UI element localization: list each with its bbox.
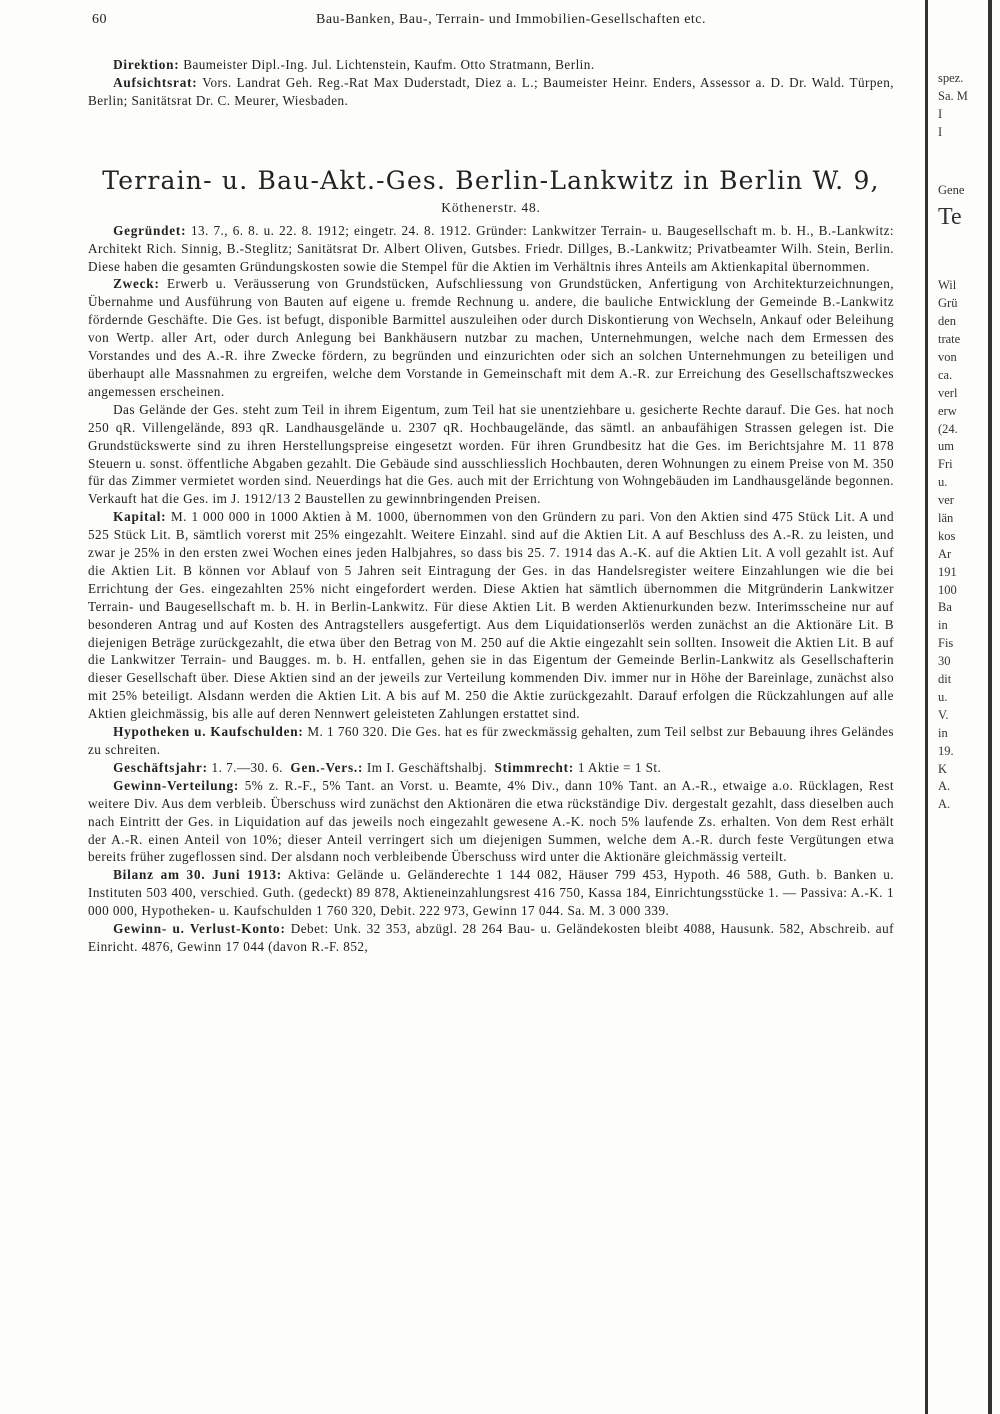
adjacent-page-fragment: 100 — [938, 582, 957, 597]
page-number: 60 — [92, 12, 107, 27]
zweck-text: Erwerb u. Veräusserung von Grundstücken, Aufschliessung von Grundstücken, Anfertigung von Architekturzeichnungen, Übernahme und Ausführung von Bauten auf eigene u. fremde Rechnung u. andere, die bauliche Entwicklung der Gemeinde B.-Lankwitz fördernde Geschäfte. Die Ges. ist befugt, disponible Barmittel auszuleihen oder durch Diskontierung von Wechseln, Ankauf oder Beleihung von Wertp. aller Art, oder durch Anlegung bei Bankhäusern nutzbar zu machen, Unternehmungen, welche nach dem Ermessen des Vorstandes und des A.-R. ihre Zwecke fördern, zu begründen und einzurichten oder sich an solchen Unternehmungen zu beteiligen und überhaupt alle Massnahmen zu ergreifen, welche dem Vorstande in Gemeinschaft mit dem A.-R. zur Erreichung des Gesellschaftszweckes angemessen erscheinen. — [88, 276, 895, 399]
adjacent-page-fragment: K — [938, 761, 948, 776]
adjacent-page-fragment: V. — [938, 707, 949, 722]
geschaeftsjahr-label: Geschäftsjahr: — [113, 759, 208, 775]
adjacent-page-fragment: erw — [938, 403, 957, 418]
adjacent-page-fragment: 191 — [938, 564, 957, 579]
adjacent-page-fragment: kos — [938, 528, 956, 543]
adjacent-page-fragment: Fri — [938, 457, 953, 472]
aufsichtsrat-label: Aufsichtsrat: — [113, 74, 198, 90]
company-address: Köthenerstr. 48. — [441, 199, 541, 215]
company-title: Terrain- u. Bau-Akt.-Ges. Berlin-Lankwitz in Berlin W. 9, — [102, 165, 880, 195]
gelaende-text: Das Gelände der Ges. steht zum Teil in ihrem Eigentum, zum Teil hat sie unentziehbare u. gesicherte Rechte darauf. Die Ges. hat noch 250 qR. Villengelände, 893 qR. Landhausgelände u. 2307 qR. Hochbaugelände, das sämtl. an anbaufähigen Strassen gelegen ist. Die Grundstückswerte sind zu ihren Herstellungspreise eingesetzt worden. Für ihren Grundbesitz hat die Ges. im Berichtsjahre M. 11 878 Steuern u. sonst. öffentliche Abgaben gezahlt. Die Gebäude sind ausschliesslich Hochbauten, deren Wohnungen zu einem Preise von M. 350 für das Zimmer vermietet worden sind. Neuerdings hat die Ges. auch mit der Errichtung von Wohngebäuden im Landhausgelände begonnen. Verkauft hat die Ges. im J. 1912/13 2 Baustellen zu gewinnbringenden Preisen. — [88, 401, 894, 507]
gewinn-verteilung-label: Gewinn-Verteilung: — [113, 777, 240, 793]
adjacent-page-fragment: (24. — [938, 421, 958, 436]
direktion-label: Direktion: — [113, 57, 180, 72]
guv-text: Debet: Unk. 32 353, abzügl. 28 264 Bau- u. Geländekosten bleibt 4088, Hausunk. 582, Abschreib. auf Einricht. 4876, Gewinn 17 044 (davon R.-F. 852, — [88, 921, 894, 954]
adjacent-page-fragment: u. — [938, 475, 948, 490]
hypotheken-text: M. 1 760 320. Die Ges. hat es für zweckmässig gehalten, zum Teil selbst zur Bebauung ihres Geländes zu schreiten. — [88, 724, 895, 757]
direktion-text: Baumeister Dipl.-Ing. Jul. Lichtenstein, Kaufm. Otto Stratmann, Berlin. — [183, 57, 595, 72]
bilanz-label: Bilanz am 30. Juni 1913: — [113, 867, 282, 883]
adjacent-page-fragment: verl — [938, 385, 958, 400]
gen-vers-text: Im I. Geschäftshalbj. — [366, 759, 487, 775]
adjacent-page-fragment: dit — [938, 672, 952, 687]
gegruendet-label: Gegründet: — [113, 222, 187, 238]
stimmrecht-text: 1 Aktie = 1 St. — [577, 759, 662, 775]
adjacent-page-fragment: A. — [938, 779, 951, 794]
previous-entry — [88, 56, 894, 110]
adjacent-page-fragment: Gene — [938, 182, 965, 197]
adjacent-page-fragment: in — [938, 618, 948, 633]
adjacent-page-fragment: um — [938, 439, 954, 454]
adjacent-page-fragment: Wil — [938, 278, 957, 293]
adjacent-page-fragment: Fis — [938, 636, 954, 651]
hypotheken-label: Hypotheken u. Kaufschulden: — [113, 724, 304, 740]
gewinn-verteilung-text: 5% z. R.-F., 5% Tant. an Vorst. u. Beamte, 4% Div., dann 10% Tant. an A.-R., etwaige a.o. Rücklagen, Rest weitere Div. Aus dem verbleib. Überschuss wird zunächst den Aktionären die etwa rückständige Div. dergestalt gezahlt, dass dieselben auch nach Eintritt der Ges. in Liquidation auf das jeweils noch eingezahlt gewesene A.-K. noch 5% laufende Zs. erhalten. Von dem Rest erhält der A.-R. einen Anteil von 10%; dieser Anteil verringert sich um diejenigen Summen, welche dem A.-R. durch feste Vergütungen etwa bereits früher zugeflossen sind. Der alsdann noch verbleibende Überschuss wird unter die Aktionäre gleichmässig verteilt. — [88, 777, 895, 865]
zweck-paragraph — [88, 275, 894, 400]
bilanz-text: Aktiva: Gelände u. Geländerechte 1 144 082, Häuser 799 453, Hypoth. 46 588, Guth. b. Banken u. Instituten 503 400, verschied. Guth. (gedeckt) 89 878, Aktieneinzahlungsrest 416 750, Kassa 184, Einrichtungsstücke 1. — Passiva: A.-K. 1 000 000, Hypotheken- u. Kaufschulden 1 760 320, Debit. 222 973, Gewinn 17 044. Sa. M. 3 000 339. — [88, 867, 894, 919]
adjacent-page-fragment: ver — [938, 493, 954, 508]
adjacent-page-fragment: Te — [938, 204, 962, 231]
hypotheken-paragraph — [88, 723, 894, 759]
stimmrecht-label: Stimmrecht: — [494, 759, 575, 775]
bilanz-paragraph — [88, 866, 894, 920]
adjacent-page-fragment: 30 — [938, 654, 951, 669]
page-edge-rule — [925, 0, 928, 1414]
gen-vers-label: Gen.-Vers.: — [290, 759, 364, 775]
adjacent-page-fragment: in — [938, 725, 948, 740]
right-edge-rule — [988, 0, 992, 1414]
adjacent-page-fragment: ca. — [938, 367, 953, 382]
adjacent-page-fragment: Ba — [938, 600, 952, 615]
adjacent-page-fragment: 19. — [938, 743, 954, 758]
running-header — [88, 8, 894, 38]
adjacent-page-fragment: Ar — [938, 546, 952, 561]
guv-paragraph — [88, 920, 894, 956]
adjacent-page-fragment: u. — [938, 689, 948, 704]
adjacent-page-fragment: län — [938, 511, 954, 526]
geschaeftsjahr-text: 1. 7.—30. 6. — [211, 759, 283, 775]
running-title: Bau-Banken, Bau-, Terrain- und Immobilien-Gesellschaften etc. — [315, 12, 707, 27]
guv-label: Gewinn- u. Verlust-Konto: — [113, 921, 286, 937]
kapital-text: M. 1 000 000 in 1000 Aktien à M. 1000, übernommen von den Gründern zu pari. Von den Aktien sind 475 Stück Lit. A und 525 Stück Lit. B, sämtlich vorerst mit 25% eingezahlt. Weitere Einzahl. sind auf die Aktien Lit. A auf Beschluss des A.-R. zu leisten, und zwar je 25% in den ersten zwei Wochen eines jeden Halbjahres, so dass bis 25. 7. 1914 das A.-K. auf die Aktien Lit. A voll gezahlt ist. Auf die Aktien Lit. B können vor Ablauf von 5 Jahren seit Eintragung der Ges. in das Handelsregister weitere Einzahlungen wie die bei Errichtung der Ges. eingezahlten 25% nicht eingefordert werden. Diese Aktien hat sämtlich übernommen die Mitgründerin Lankwitzer Terrain- und Baugesellschaft m. b. H. in Berlin-Lankwitz. Für diese Aktien Lit. B werden Aktienurkunden bezw. Interimsscheine nur auf besonderen Antrag und auf Kosten des Antragstellers ausgefertigt. Aus dem Liquidationserlös werden zunächst an die Aktionäre Lit. B diejenigen Beträge zurückgezahlt, die etwa über den Betrag von M. 250 auf die Aktie eingezahlt sein sollten. Insoweit die Aktien Lit. B auf die Lankwitzer Terrain- und Baugges. m. b. H. entfallen, gehen sie in das Eigentum der Gemeinde Berlin-Lankwitz als Gesellschafterin dieser Gesellschaft über. Diese Aktien sind an der jeweils zur Verteilung kommenden Div. immer nur in Höhe der Bareinlage, zunächst also mit 25% beteiligt. Alsdann werden die Aktien Lit. A bis auf M. 250 die Aktie zurückgezahlt. Darauf erfolgen die Rückzahlungen auf alle Aktien gleichmässig, bis alle auf deren Nennwert geleisteten Zahlungen erstattet sind. — [88, 509, 895, 722]
zweck-label: Zweck: — [113, 276, 160, 292]
main-column — [88, 8, 894, 956]
gegruendet-text: 13. 7., 6. 8. u. 22. 8. 1912; eingetr. 24. 8. 1912. Gründer: Lankwitzer Terrain- u. Baugesellschaft m. b. H., B.-Lankwitz: Architekt Rich. Sinnig, B.-Steglitz; Sanitätsrat Dr. Albert Oliven, Gutsbes. Friedr. Dillges, B.-Lankwitz; Privatbeamter Wilh. Stein, Berlin. Diese haben die gesamten Gründungskosten sowie die Stempel für die Aktien im Verhältnis ihres Anteils am Aktienkapital übernommen. — [88, 222, 895, 274]
adjacent-page-fragment: trate — [938, 332, 961, 347]
geschaeftsjahr-paragraph — [88, 759, 894, 777]
adjacent-page-fragment: von — [938, 350, 957, 365]
gewinn-verteilung-paragraph — [88, 777, 894, 867]
adjacent-page-fragment: I — [938, 124, 943, 139]
adjacent-page-fragment: A. — [938, 797, 951, 812]
kapital-paragraph — [88, 508, 894, 723]
adjacent-page-fragment: I — [938, 106, 943, 121]
adjacent-page-fragment: Grü — [938, 296, 958, 311]
adjacent-page-fragment: Sa. M — [938, 88, 968, 103]
company-entry — [88, 222, 894, 956]
kapital-label: Kapital: — [113, 509, 167, 525]
aufsichtsrat-text: Vors. Landrat Geh. Reg.-Rat Max Duderstadt, Diez a. L.; Baumeister Heinr. Enders, Assessor a. D. Dr. Wald. Türpen, Berlin; Sanitätsrat Dr. C. Meurer, Wiesbaden. — [88, 74, 894, 108]
gelaende-paragraph — [88, 401, 894, 508]
adjacent-page-fragment: den — [938, 314, 957, 329]
adjacent-page-fragment: spez. — [938, 71, 964, 85]
gegruendet-paragraph — [88, 222, 894, 276]
